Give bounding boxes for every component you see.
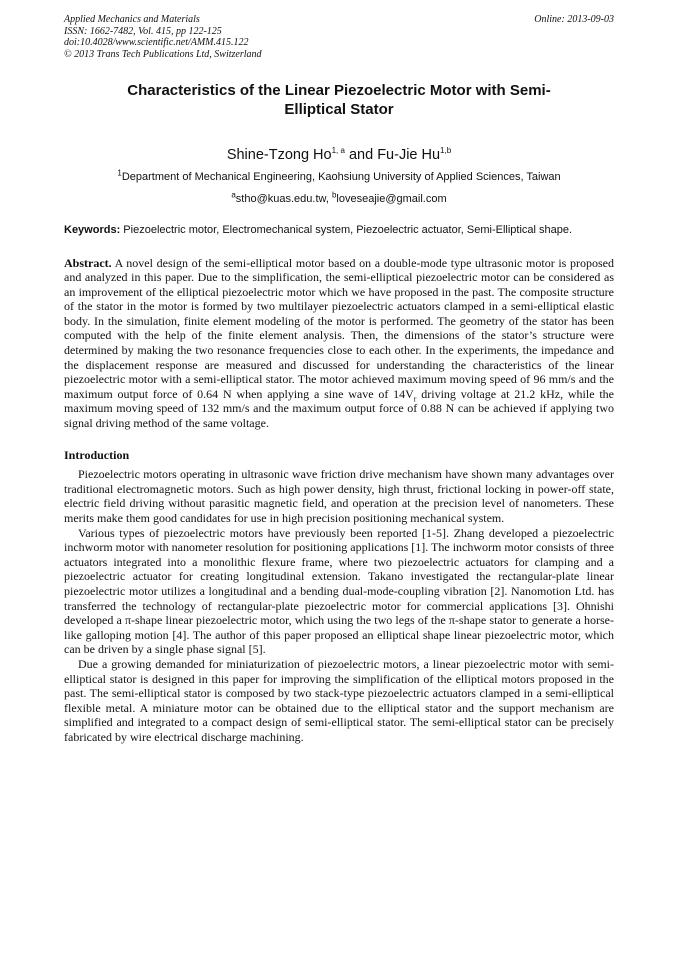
- section-heading-introduction: Introduction: [64, 447, 130, 462]
- affiliation-text: Department of Mechanical Engineering, Kaohsiung University of Applied Sciences, Taiwan: [121, 171, 561, 183]
- journal-copyright: © 2013 Trans Tech Publications Ltd, Switzerland: [64, 48, 262, 60]
- abstract-text-2: driving voltage at 21.2 kHz, while the maximum moving speed of 132 mm/s and the maximum output force of 0.88 N can be achieved if applying two signal driving method of the same voltage.: [64, 386, 614, 431]
- affiliation: [64, 170, 614, 184]
- intro-paragraph-2: Various types of piezoelectric motors have previously been reported [1-5]. Zhang developed a piezoelectric inchworm motor with nanometer resolution for positioning applications [1]. The inchworm motor consists of three actuators integrated into a monolithic flexure frame, where two piezoelectric actuators for clamping and a piezoelectric actuator for creating longitudinal extension. Takano investigated the rectangular-plate linear piezoelectric motor utilizes a longitudinal and a bending dual-mode-coupling vibration [2]. Nanomotion Ltd. has transferred the technology of rectangular-plate piezoelectric motor for commercial applications [3]. Ohnishi developed a π-shape linear piezoelectric motor, which using the two legs of the π-shape stator to generate a horse-like galloping motion [4]. The author of this paper proposed an elliptical shape linear piezoelectric motor, which can be driven by a single phase signal [5].: [64, 525, 615, 657]
- author-2: Fu-Jie Hu: [377, 147, 441, 163]
- journal-doi: doi:10.4028/www.scientific.net/AMM.415.122: [64, 37, 249, 48]
- intro-paragraph-3: Due a growing demanded for miniaturization of piezoelectric motors, a linear piezoelectric motor with semi-elliptical stator is designed in this paper for improving the simplification of the elliptical motors proposed in the past. The semi-elliptical stator is composed by two stack-type piezoelectric actuators clamped in a semi-elliptical flexible metal. A miniature motor can be obtained due to the elliptical stator and the support mechanism are simplified and integrated to a compact design of semi-elliptical stator. The semi-elliptical stator can be precisely fabricated by wire electrical discharge machining.: [64, 656, 614, 744]
- paper-title: Characteristics of the Linear Piezoelectric Motor with Semi-Elliptical Stator: [127, 82, 551, 118]
- journal-name: Applied Mechanics and Materials: [64, 14, 200, 25]
- abstract-label: Abstract.: [64, 255, 112, 270]
- keywords-text: Piezoelectric motor, Electromechanical system, Piezoelectric actuator, Semi-Elliptical shape.: [120, 224, 573, 236]
- author-conjunction: and: [344, 147, 378, 163]
- abstract-text-1: A novel design of the semi-elliptical motor based on a double-mode type ultrasonic motor is proposed and analyzed in this paper. Due to the simplification, the semi-elliptical piezoelectric motor can be considered as an improvement of the elliptical piezoelectric motor which we have proposed in the past. The composite structure of the stator in the motor is formed by two multilayer piezoelectric actuators clamped in a semi-elliptical elastic body. In the simulation, finite element modeling of the motor is performed. The geometry of the stator has been computed with the help of the finite element analysis. Then, the dimensions of the stator’s structure were determined by making the two resonance frequencies close to each other. In the experiments, the impedance and the displacement response are measured and discussed for understanding the characteristics of the linear piezoelectric motor with a semi-elliptical stator. The motor achieved maximum moving speed of 96 mm/s and the maximum output force of 0.64 N when applying a sine wave of 14V: [64, 255, 614, 401]
- abstract-subscript: r: [413, 394, 417, 404]
- email-b-sup: b: [331, 190, 337, 200]
- email-b[interactable]: loveseajie@gmail.com: [336, 193, 447, 205]
- email-line: [64, 192, 614, 206]
- keywords-label: Keywords:: [64, 224, 121, 236]
- keywords: [64, 223, 614, 238]
- online-date: Online: 2013-09-03: [534, 14, 614, 25]
- email-a-sup: a: [231, 190, 236, 200]
- author-1: Shine-Tzong Ho: [226, 147, 332, 163]
- affiliation-sup: 1: [117, 168, 122, 178]
- intro-paragraph-1: Piezoelectric motors operating in ultrasonic wave friction drive mechanism have shown many advantages over traditional electromagnetic motors. Such as high power density, high thrust, frictional locking in power-off state, electric field driving without parasitic magnetic field, and operation at the precision level of nanometers. These merits make them good candidates for use in high precision positioning mechanical system.: [64, 467, 614, 525]
- journal-header: [64, 14, 614, 60]
- abstract: [64, 256, 614, 431]
- email-a[interactable]: stho@kuas.edu.tw,: [235, 193, 332, 205]
- author-2-sup: 1,b: [440, 146, 452, 156]
- journal-issn: ISSN: 1662-7482, Vol. 415, pp 122-125: [64, 25, 222, 37]
- author-line: [64, 146, 614, 164]
- author-1-sup: 1, a: [331, 146, 345, 156]
